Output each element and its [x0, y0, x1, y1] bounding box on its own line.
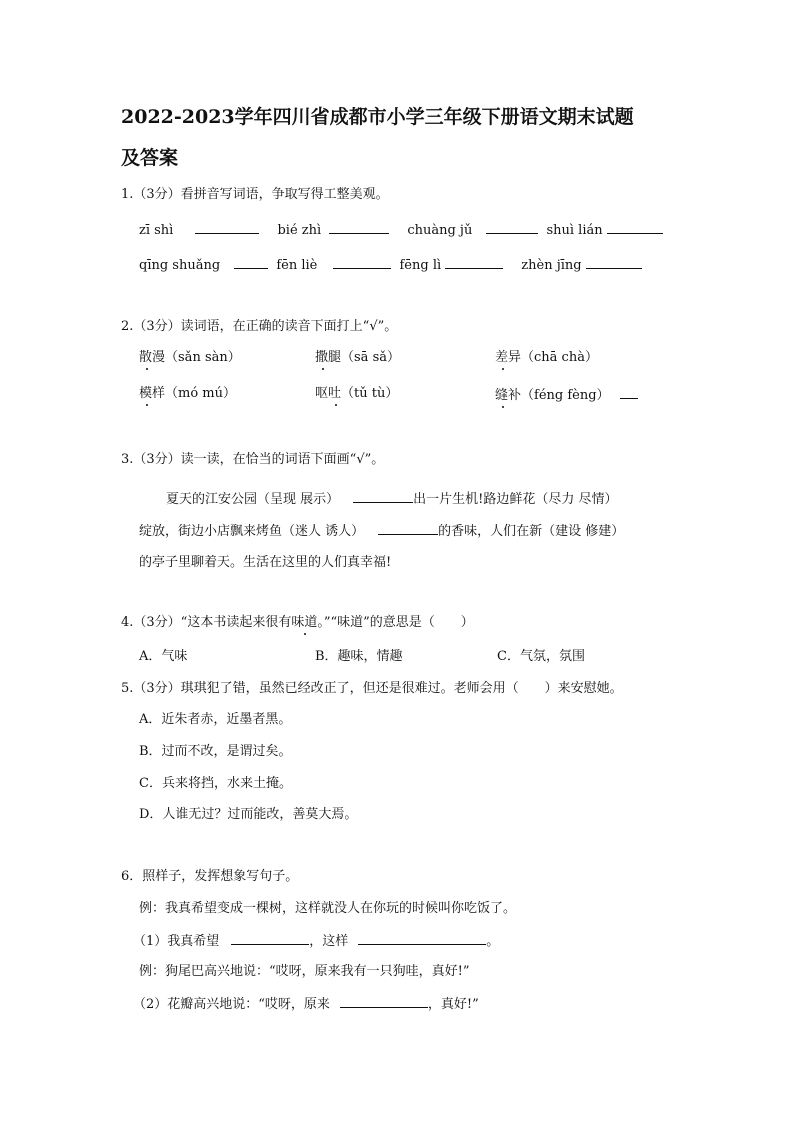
pinyin: shuì lián — [546, 223, 603, 238]
dotted-char: 缝 — [495, 388, 509, 403]
answer-blank[interactable] — [231, 932, 309, 945]
q2-item — [139, 350, 241, 366]
q6-sentence1 — [133, 932, 499, 950]
q4-option-c: C．气氛，氛围 — [497, 649, 585, 664]
q6-example1: 例：我真希望变成一棵树，这样就没人在你玩的时候叫你吃饭了。 — [139, 901, 517, 916]
dotted-char: 散 — [139, 350, 153, 365]
text: 呕 — [315, 386, 329, 401]
q6-prompt: 6．照样子，发挥想象写句子。 — [121, 869, 299, 884]
doc-title-line2: 及答案 — [121, 147, 179, 169]
text: 绽放，街边小店飘来烤鱼（迷人 诱人） — [139, 524, 365, 539]
text: （tǔ tù） — [341, 386, 399, 401]
answer-blank[interactable] — [378, 522, 438, 535]
text: （2）花瓣高兴地说：“哎呀，原来 — [133, 997, 330, 1012]
dotted-char: 差 — [495, 350, 509, 365]
text: 补（féng fèng） — [508, 388, 610, 403]
q4-option-b: B．趣味，情趣 — [315, 649, 403, 664]
answer-blank[interactable] — [340, 995, 428, 1008]
q6-example2: 例：狗尾巴高兴地说：“哎呀，原来我有一只狗哇，真好!” — [139, 964, 470, 979]
answer-blank[interactable] — [620, 386, 638, 399]
q5-option-c: C．兵来将挡，水来土掩。 — [139, 776, 292, 791]
dotted-char: 模 — [139, 386, 153, 401]
answer-blank[interactable] — [195, 221, 259, 234]
answer-blank[interactable] — [358, 932, 486, 945]
text: 样（mó mú） — [152, 386, 237, 401]
q2-prompt: 2.（3分）读词语，在正确的读音下面打上“√”。 — [121, 319, 398, 334]
pinyin: fēn liè — [276, 258, 318, 273]
q5-prompt: 5.（3分）琪琪犯了错，虽然已经改正了，但还是很难过。老师会用（ ）来安慰她。 — [121, 681, 623, 696]
q2-item — [495, 386, 642, 404]
q5-option-a: A．近朱者赤，近墨者黑。 — [139, 712, 292, 727]
q5-option-b: B．过而不改，是谓过矣。 — [139, 744, 292, 759]
answer-blank[interactable] — [329, 221, 389, 234]
pinyin: fēng lì — [399, 258, 442, 273]
text: 腿（sā sǎ） — [328, 350, 400, 365]
dotted-char: 撒 — [315, 350, 329, 365]
answer-blank[interactable] — [445, 256, 503, 269]
q1-row1 — [139, 221, 667, 239]
text: 4.（3分）“这本书读起来很有 — [121, 615, 292, 630]
q2-item — [495, 350, 598, 366]
answer-blank[interactable] — [607, 221, 663, 234]
q2-item — [315, 350, 400, 366]
text: 异（chā chà） — [508, 350, 598, 365]
text: ，真好!” — [427, 997, 479, 1012]
dotted-char: 吐 — [328, 386, 342, 401]
q3-prompt: 3.（3分）读一读，在恰当的词语下面画“√”。 — [121, 452, 385, 467]
text: 。 — [486, 934, 500, 949]
q4-option-a: A．气味 — [139, 649, 188, 664]
pinyin: chuàng jǔ — [407, 223, 473, 238]
q3-line2 — [139, 522, 624, 540]
pinyin: zī shì — [139, 223, 174, 238]
doc-title-line1: 2022-2023学年四川省成都市小学三年级下册语文期末试题 — [121, 106, 634, 128]
answer-blank[interactable] — [586, 256, 642, 269]
q2-item — [315, 386, 398, 402]
q2-item — [139, 386, 236, 402]
answer-blank[interactable] — [333, 256, 391, 269]
answer-blank[interactable] — [234, 256, 268, 269]
pinyin: zhèn jīng — [521, 258, 582, 273]
text: 。”“味道”的意思是（ ） — [317, 615, 474, 630]
text: （1）我真希望 — [133, 934, 220, 949]
q3-line1 — [166, 490, 618, 508]
q1-prompt: 1.（3分）看拼音写词语，争取写得工整美观。 — [121, 187, 389, 202]
q5-option-d: D．人谁无过？过而能改，善莫大焉。 — [139, 807, 358, 822]
answer-blank[interactable] — [353, 490, 413, 503]
text: ，这样 — [309, 934, 349, 949]
answer-blank[interactable] — [486, 221, 538, 234]
q6-sentence2 — [133, 995, 479, 1013]
q3-line3: 的亭子里聊着天。生活在这里的人们真幸福! — [139, 555, 392, 570]
pinyin: qīng shuǎng — [139, 258, 221, 273]
text: 夏天的江安公园（呈现 展示） — [166, 492, 340, 507]
text: 的香味，人们在新（建设 修建） — [438, 524, 625, 539]
dotted-word: 味道 — [291, 615, 318, 630]
pinyin: bié zhì — [277, 223, 322, 238]
text: 出一片生机!路边鲜花（尽力 尽情） — [413, 492, 618, 507]
q4-prompt — [121, 615, 474, 631]
text: 漫（sǎn sàn） — [152, 350, 241, 365]
q1-row2 — [139, 256, 646, 274]
